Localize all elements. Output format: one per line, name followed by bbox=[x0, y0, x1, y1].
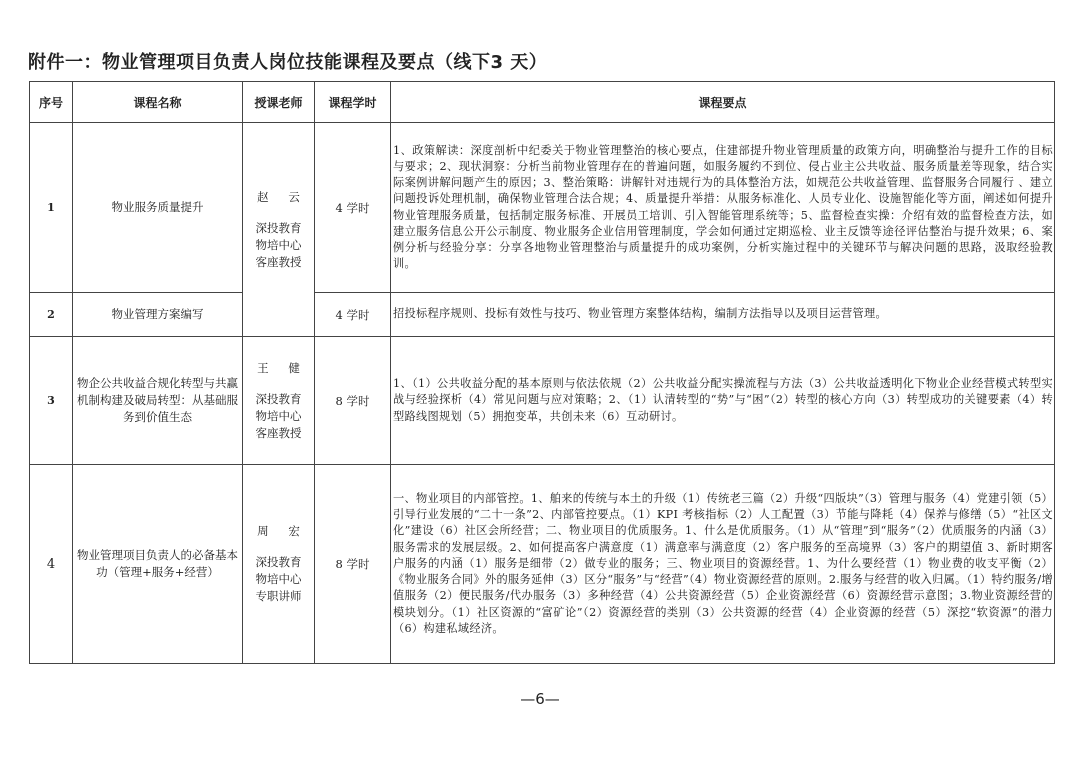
course-name: 物业管理项目负责人的必备基本功（管理+服务+经营） bbox=[73, 465, 243, 664]
teacher-name: 王 健 bbox=[257, 360, 308, 375]
course-table bbox=[29, 81, 1055, 664]
table-row bbox=[30, 123, 1055, 293]
table-row bbox=[30, 293, 1055, 337]
course-hours: 4 学时 bbox=[315, 293, 391, 337]
row-no: 3 bbox=[30, 337, 73, 465]
teacher-cell bbox=[243, 337, 315, 465]
row-no: 1 bbox=[30, 123, 73, 293]
course-name: 物业管理方案编写 bbox=[73, 293, 243, 337]
header-teacher: 授课老师 bbox=[243, 82, 315, 123]
page-number: —6— bbox=[520, 690, 560, 708]
row-no: 2 bbox=[30, 293, 73, 337]
header-course-name: 课程名称 bbox=[73, 82, 243, 123]
teacher-cell bbox=[243, 123, 315, 337]
table-row bbox=[30, 465, 1055, 664]
header-hours: 课程学时 bbox=[315, 82, 391, 123]
course-name: 物企公共收益合规化转型与共赢机制构建及破局转型：从基础服务到价值生态 bbox=[73, 337, 243, 465]
teacher-cell bbox=[243, 465, 315, 664]
teacher-name: 赵 云 bbox=[257, 189, 308, 204]
row-no: 4 bbox=[30, 465, 73, 664]
course-points: 1、政策解读：深度剖析中纪委关于物业管理整治的核心要点，住建部提升物业管理质量的政策方向，明确整治与提升工作的目标与要求；2、现状洞察：分析当前物业管理存在的普遍问题，如服务履约不到位、侵占业主公共收益、服务质量差等现象，结合实际案例讲解问题产生的原因；3、整治策略：讲解针对违规行为的具体整治方法，如规范公共收益管理、监督服务合同履行 、建立问题投诉处理机制，确保物业管理合法合规；4、质量提升举措：从服务标准化、人员专业化、设施智能化等方面，阐述如何提升物业管理服务质量，包括制定服务标准、开展员工培训、引入智能管理系统等；5、监督检查实操：介绍有效的监督检查方法，如建立服务信息公开公示制度、物业服务企业信用管理制度，学会如何通过定期巡检、业主反馈等途径评估整治与提升效果；6、案例分析与经验分享：分享各地物业管理整治与质量提升的成功案例，分析实施过程中的关键环节与解决问题的思路，汲取经验教训。 bbox=[391, 123, 1055, 293]
teacher-org: 深投教育 物培中心 专职讲师 bbox=[255, 555, 302, 603]
header-points: 课程要点 bbox=[391, 82, 1055, 123]
course-points: 招投标程序规则、投标有效性与技巧、物业管理方案整体结构，编制方法指导以及项目运营管理。 bbox=[391, 293, 1055, 337]
teacher-org: 深投教育 物培中心 客座教授 bbox=[255, 220, 302, 269]
course-name: 物业服务质量提升 bbox=[73, 123, 243, 293]
teacher-org: 深投教育 物培中心 客座教授 bbox=[255, 391, 302, 440]
course-points: 一、物业项目的内部管控。1、舶来的传统与本土的升级（1）传统老三篇（2）升级“四版块”（3）管理与服务（4）党建引领（5）引导行业发展的“二十一条”2、内部管控要点。（1）KPI 考核指标（2）人工配置（3）节能与降耗（4）保养与修缮（5）“社区文化”建设（6）社区会所经营；二、物业项目的优质服务。1、什么是优质服务。（1）从“管理”到“服务”（2）优质服务的内涵（3）服务需求的发展层级。2、如何提高客户满意度（1）满意率与满意度（2）客户服务的至高境界（3）客户的期望值 3、新时期客户服务的内涵（1）服务是细带（2）做专业的服务；三、物业项目的资源经营。1、为什么要经营（1）物业费的收支平衡（2）《物业服务合同》外的服务延伸（3）区分“服务”与“经营”（4）物业资源经营的原则。2.服务与经营的收入归属。（1）特约服务/增值服务（2）便民服务/代办服务（3）多种经营（4）公共资源经营（5）企业资源经营（6）资源经营示意图；3.物业资源经营的模块划分。（1）社区资源的“富矿论”（2）资源经营的类别（3）公共资源的经营（4）企业资源的经营（5）深挖“软资源”的潜力（6）构建私域经济。 bbox=[391, 465, 1055, 664]
header-no: 序号 bbox=[30, 82, 73, 123]
table-header-row bbox=[30, 82, 1055, 123]
table-row bbox=[30, 337, 1055, 465]
teacher-name: 周 宏 bbox=[257, 524, 308, 538]
document-title: 附件一：物业管理项目负责人岗位技能课程及要点（线下3 天） bbox=[28, 52, 548, 73]
course-hours: 8 学时 bbox=[315, 337, 391, 465]
course-points: 1、（1）公共收益分配的基本原则与依法依规（2）公共收益分配实操流程与方法（3）公共收益透明化下物业企业经营模式转型实战与经验探析（4）常见问题与应对策略；2、（1）认清转型的“势”与“困”（2）转型的核心方向（3）转型成功的关键要素（4）转型路线图规划（5）拥抱变革，共创未来（6）互动研讨。 bbox=[391, 337, 1055, 465]
course-hours: 8 学时 bbox=[315, 465, 391, 664]
course-hours: 4 学时 bbox=[315, 123, 391, 293]
